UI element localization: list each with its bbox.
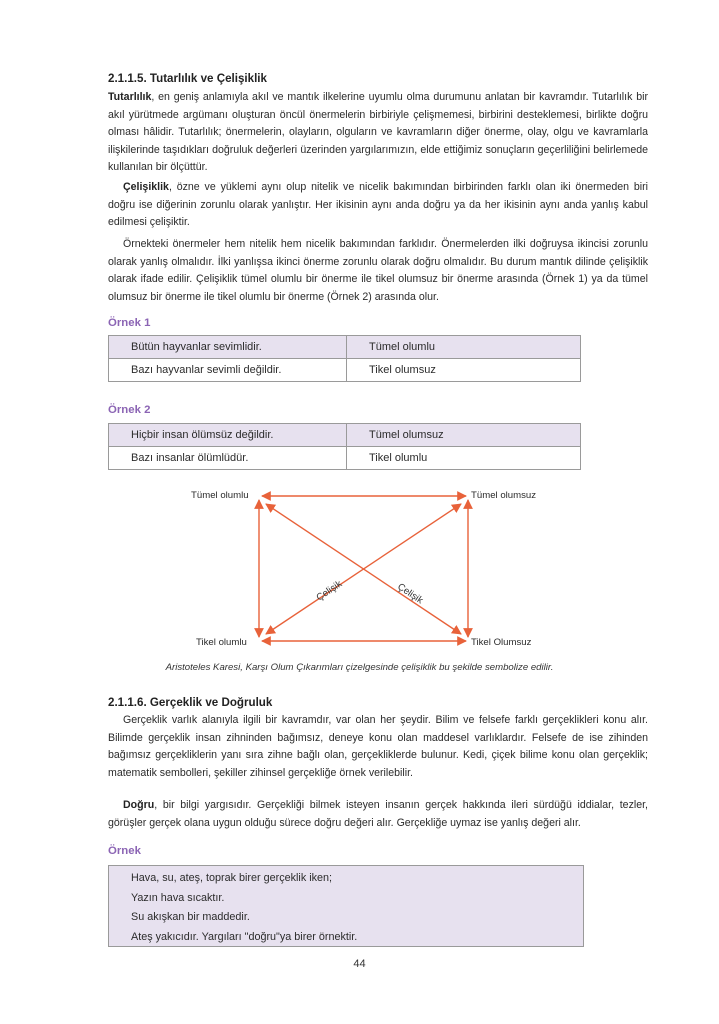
example-box xyxy=(108,865,584,947)
label-particular-negative: Tikel Olumsuz xyxy=(471,637,532,648)
type-cell: Tümel olumlu xyxy=(347,336,581,359)
type-cell: Tikel olumlu xyxy=(347,447,581,470)
label-universal-affirmative: Tümel olumlu xyxy=(191,490,249,501)
example1-label: Örnek 1 xyxy=(108,317,151,329)
example3-label: Örnek xyxy=(108,845,141,857)
term-contradiction: Çelişiklik xyxy=(123,181,169,193)
paragraph-reality: Gerçeklik varlık alanıyla ilgili bir kavramdır, var olan her şeydir. Bilim ve felsefe farklı gerçeklikleri konu alır. Bilimde gerçeklik insan zihninden bağımsız, deneye konu olan maddesel varlıklardır. Felsefe de ise zihinden bağımsız gerçekliklerin yanı sıra zihne bağlı olan, gerçekliklerde bulunur. Kedi, çiçek bilime konu olan gerçeklik; matematik sembolleri, şekiller zihinsel gerçekliğe örnek verilebilir. xyxy=(108,714,648,779)
statement-cell: Bazı insanlar ölümlüdür. xyxy=(109,447,347,470)
section-heading-consistency: 2.1.1.5. Tutarlılık ve Çelişiklik xyxy=(108,72,267,85)
paragraph-truth xyxy=(108,797,648,832)
type-cell: Tikel olumsuz xyxy=(347,359,581,382)
page-number: 44 xyxy=(353,958,366,970)
diagram-caption: Aristoteles Karesi, Karşı Olum Çıkarımları çizelgesinde çelişiklik bu şekilde sembolize edilir. xyxy=(165,662,554,673)
example-line: Su akışkan bir maddedir. xyxy=(131,911,250,923)
label-particular-affirmative: Tikel olumlu xyxy=(196,637,247,648)
statement-cell: Bazı hayvanlar sevimli değildir. xyxy=(109,359,347,382)
paragraph-consistency-text: , en geniş anlamıyla akıl ve mantık ilkelerine uyumlu olma durumunu anlatan bir kavramdır. Tutarlılık bir akıl yürütmede argümanı oluşturan öncül önermelerin birbiriyle çelişmemesi, birbirini desteklemesi, birlikte doğru olması hâlidir. Tutarlılık; önermelerin, olayların, olguların ve kavramların diğer önerme, olay, olgu ve kavramlarla ilişkilerinde taşıdıkları doğruluk değerleri üzerinden yargılarımızın, elde ettiğimiz sonuçların geçerliliğini belirlemede kullanılan bir ölçüttür. xyxy=(108,91,648,173)
example2-label: Örnek 2 xyxy=(108,404,151,416)
term-truth: Doğru xyxy=(123,799,155,811)
type-cell: Tümel olumsuz xyxy=(347,424,581,447)
example-line: Hava, su, ateş, toprak birer gerçeklik iken; xyxy=(131,872,333,884)
example-line: Yazın hava sıcaktır. xyxy=(131,891,225,904)
label-contradiction-2: Çelişik xyxy=(395,581,425,607)
statement-cell: Hiçbir insan ölümsüz değildir. xyxy=(109,424,347,447)
paragraph-truth-text: , bir bilgi yargısıdır. Gerçekliği bilmek isteyen insanın gerçek hakkında ileri sürdüğü iddialar, tezler, görüşler gerçek olana uygun olduğu sürece doğru değeri alır. Gerçekliğe uymaz ise yanlış değeri alır. xyxy=(108,799,648,829)
term-consistency: Tutarlılık xyxy=(108,91,152,103)
paragraph-explanation: Örnekteki önermeler hem nitelik hem nicelik bakımından farklıdır. Önermelerden ilki doğruysa ikincisi zorunlu olarak yanlış olmalıdır. İlki yanlışsa ikinci önerme zorunlu olarak doğru olmalıdır. Bu durum mantık dilinde çelişiklik olarak ifade edilir. Çelişiklik tümel olumlu bir önerme ile tikel olumsuz bir önerme arasında (Örnek 1) ya da tümel olumsuz bir önerme ile tikel olumlu bir önerme (Örnek 2) arasında olur. xyxy=(108,238,648,303)
label-contradiction-1: Çelişik xyxy=(314,578,345,604)
statement-cell: Bütün hayvanlar sevimlidir. xyxy=(109,336,347,359)
paragraph-contradiction-text: , özne ve yüklemi aynı olup nitelik ve nicelik bakımından birbirinden farklı olan iki önermeden biri doğru ise diğerinin zorunlu olarak yanlıştır. Her ikisinin aynı anda doğru ya da her ikisinin aynı anda yanlış kabul edilmesi çelişiktir. xyxy=(108,181,648,228)
example-line: Ateş yakıcıdır. Yargıları "doğru"ya birer örnektir. xyxy=(131,930,358,943)
section-heading-reality: 2.1.1.6. Gerçeklik ve Doğruluk xyxy=(108,696,273,709)
label-universal-negative: Tümel olumsuz xyxy=(471,490,537,501)
